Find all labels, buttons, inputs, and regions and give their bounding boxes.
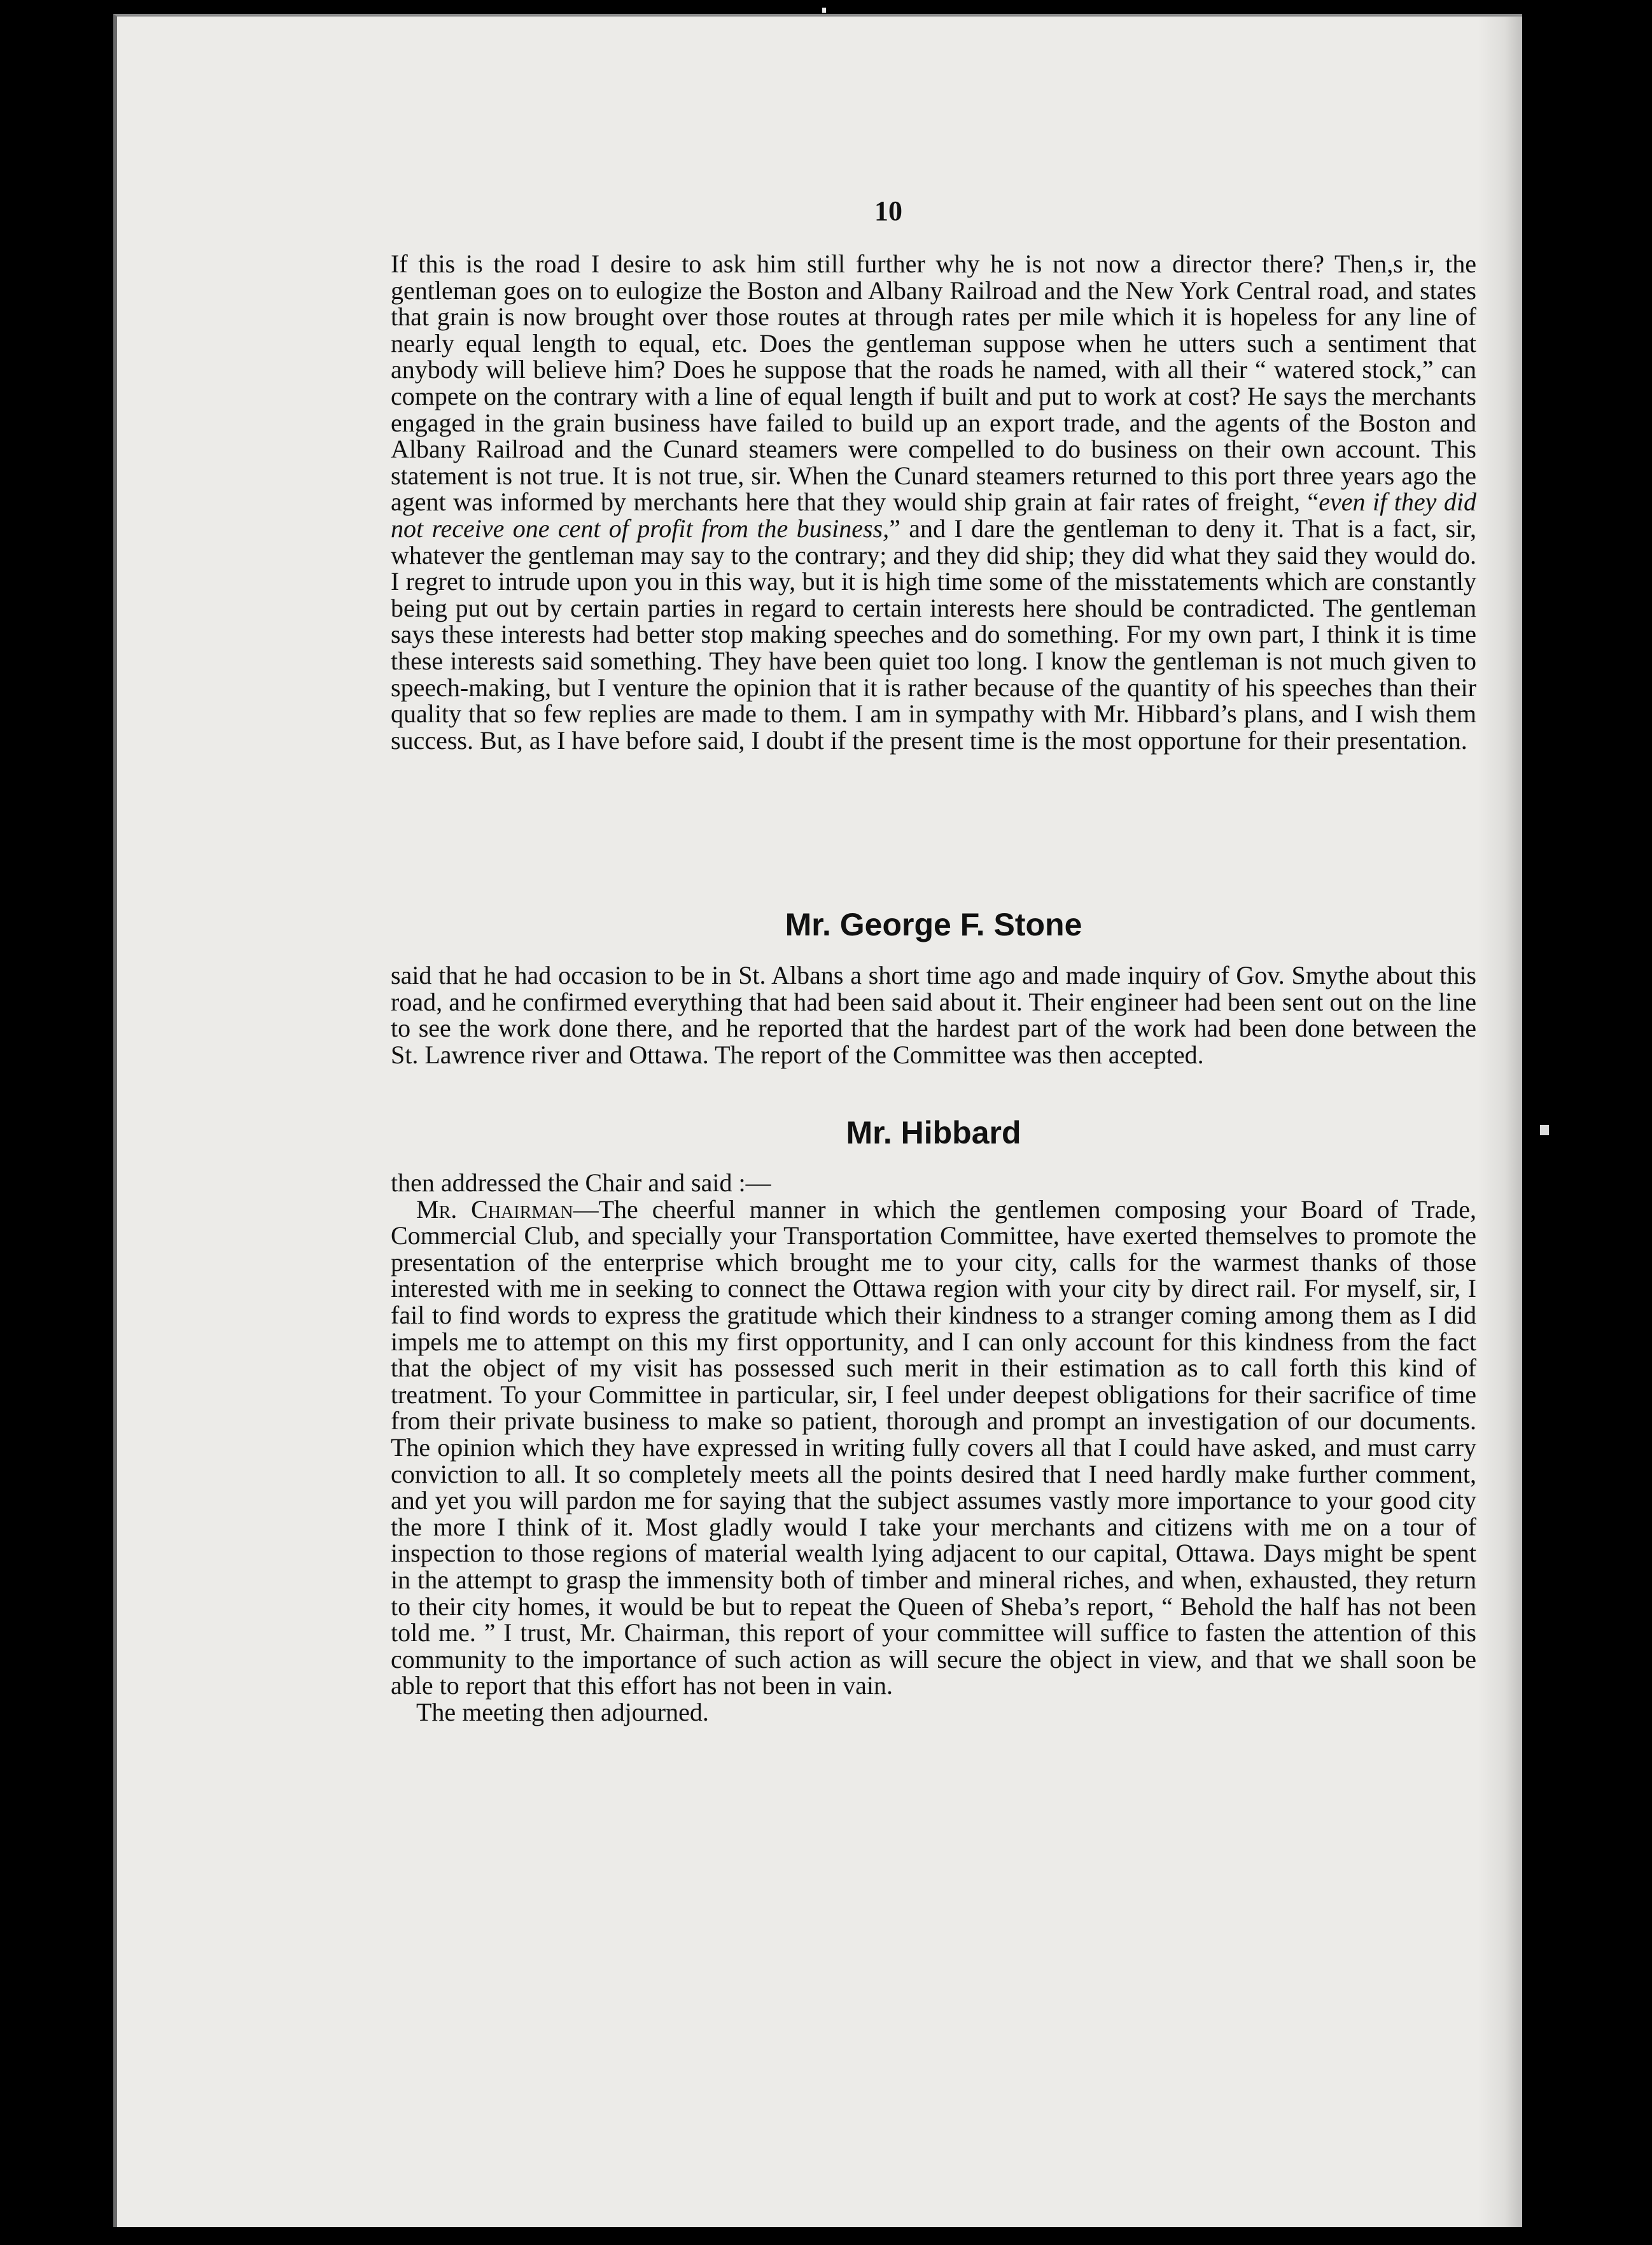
hibbard-section [391, 1170, 1476, 1725]
intro-text-part1: If this is the road I desire to ask him still further why he is not now a director there? Then,s ir, the gentleman goes on to eulogize the Boston and Albany Railroad and the New York Central road, and states that grain is now brought over those routes at through rates per mile which it is hopeless for any line of nearly equal length to equal, etc. Does the gentleman suppose when he utters such a sentiment that anybody will believe him? Does he suppose that the roads he named, with all their “ watered stock,” can compete on the contrary with a line of equal length if built and put to work at cost? He says the merchants engaged in the grain business have failed to build up an export trade, and the agents of the Boston and Albany Railroad and the Cunard steamers were compelled to do business on their own account. This statement is not true. It is not true, sir. When the Cunard steamers returned to this port three years ago the agent was informed by merchants here that they would ship grain at fair rates of freight, “ [391, 249, 1476, 517]
heading-george-stone: Mr. George F. Stone [785, 907, 1082, 942]
intro-paragraph [391, 251, 1476, 753]
stone-text: said that he had occasion to be in St. Albans a short time ago and made inquiry of Gov. Smythe about this road, and he confirmed everything that had been said about it. Their engineer had been sent out on the line to see the work done there, and he reported that the hardest part of the work had been done between the St. Lawrence river and Ottawa. The report of the Committee was then accepted. [391, 961, 1476, 1069]
closing-line: The meeting then adjourned. [416, 1697, 709, 1726]
scan-speck [1540, 1125, 1549, 1135]
hibbard-salutation: Mr. Chairman [416, 1194, 573, 1224]
page-edge-shadow [1478, 17, 1522, 2227]
hibbard-lead: then addressed the Chair and said :— [391, 1168, 771, 1197]
stone-paragraph [391, 962, 1476, 1068]
heading-hibbard: Mr. Hibbard [846, 1115, 1021, 1150]
hibbard-speech-paragraph [391, 1196, 1476, 1699]
scan-speck [822, 8, 826, 13]
intro-text-part2: ” and I dare the gentleman to deny it. That is a fact, sir, whatever the gentleman may say to the contrary; and they did ship; they did what they said they would do. I regret to intrude upon you in this way, but it is high time some of the misstatements which are constantly being put out by certain parties in regard to certain interests here should be contradicted. The gentleman says these interests had better stop making speeches and do something. For my own part, I think it is time these interests said something. They have been quiet too long. I know the gentleman is not much given to speech-making, but I venture the opinion that it is rather because of the quantity of his speeches than their quality that so few replies are made to them. I am in sympathy with Mr. Hibbard’s plans, and I wish them success. But, as I have before said, I doubt if the present time is the most opportune for their presentation. [391, 514, 1476, 755]
page-number: 10 [874, 195, 902, 227]
hibbard-speech: —The cheerful manner in which the gentlemen composing your Board of Trade, Commercial Club, and specially your Transportation Committee, have exerted themselves to promote the presentation of the enterprise which brought me to your city, calls for the warmest thanks of those interested with me in seeking to connect the Ottawa region with your city by direct rail. For myself, sir, I fail to find words to express the gratitude which their kindness to a stranger coming among them as I did impels me to attempt on this my first opportunity, and I can only account for this kindness from the fact that the object of my visit has possessed such merit in their estimation as to call forth this kind of treatment. To your Committee in particular, sir, I feel under deepest obligations for their sacrifice of time from their private business to make so patient, thorough and prompt an investigation of our documents. The opinion which they have expressed in writing fully covers all that I could have asked, and must carry conviction to all. It so completely meets all the points desired that I need hardly make further comment, and yet you will pardon me for saying that the subject assumes vastly more importance to your good city the more I think of it. Most gladly would I take your merchants and citizens with me on a tour of inspection to those regions of material wealth lying adjacent to our capital, Ottawa. Days might be spent in the attempt to grasp the immensity both of timber and mineral riches, and when, exhausted, they return to their city homes, it would be but to repeat the Queen of Sheba’s report, “ Behold the half has not been told me. ” I trust, Mr. Chairman, this report of your committee will suffice to fasten the attention of this community to the importance of such action as will secure the object in view, and that we shall soon be able to report that this effort has not been in vain. [391, 1194, 1477, 1700]
document-page [113, 14, 1522, 2227]
intro-quote: even if they did not receive one cent of profit from the business, [391, 487, 1476, 543]
